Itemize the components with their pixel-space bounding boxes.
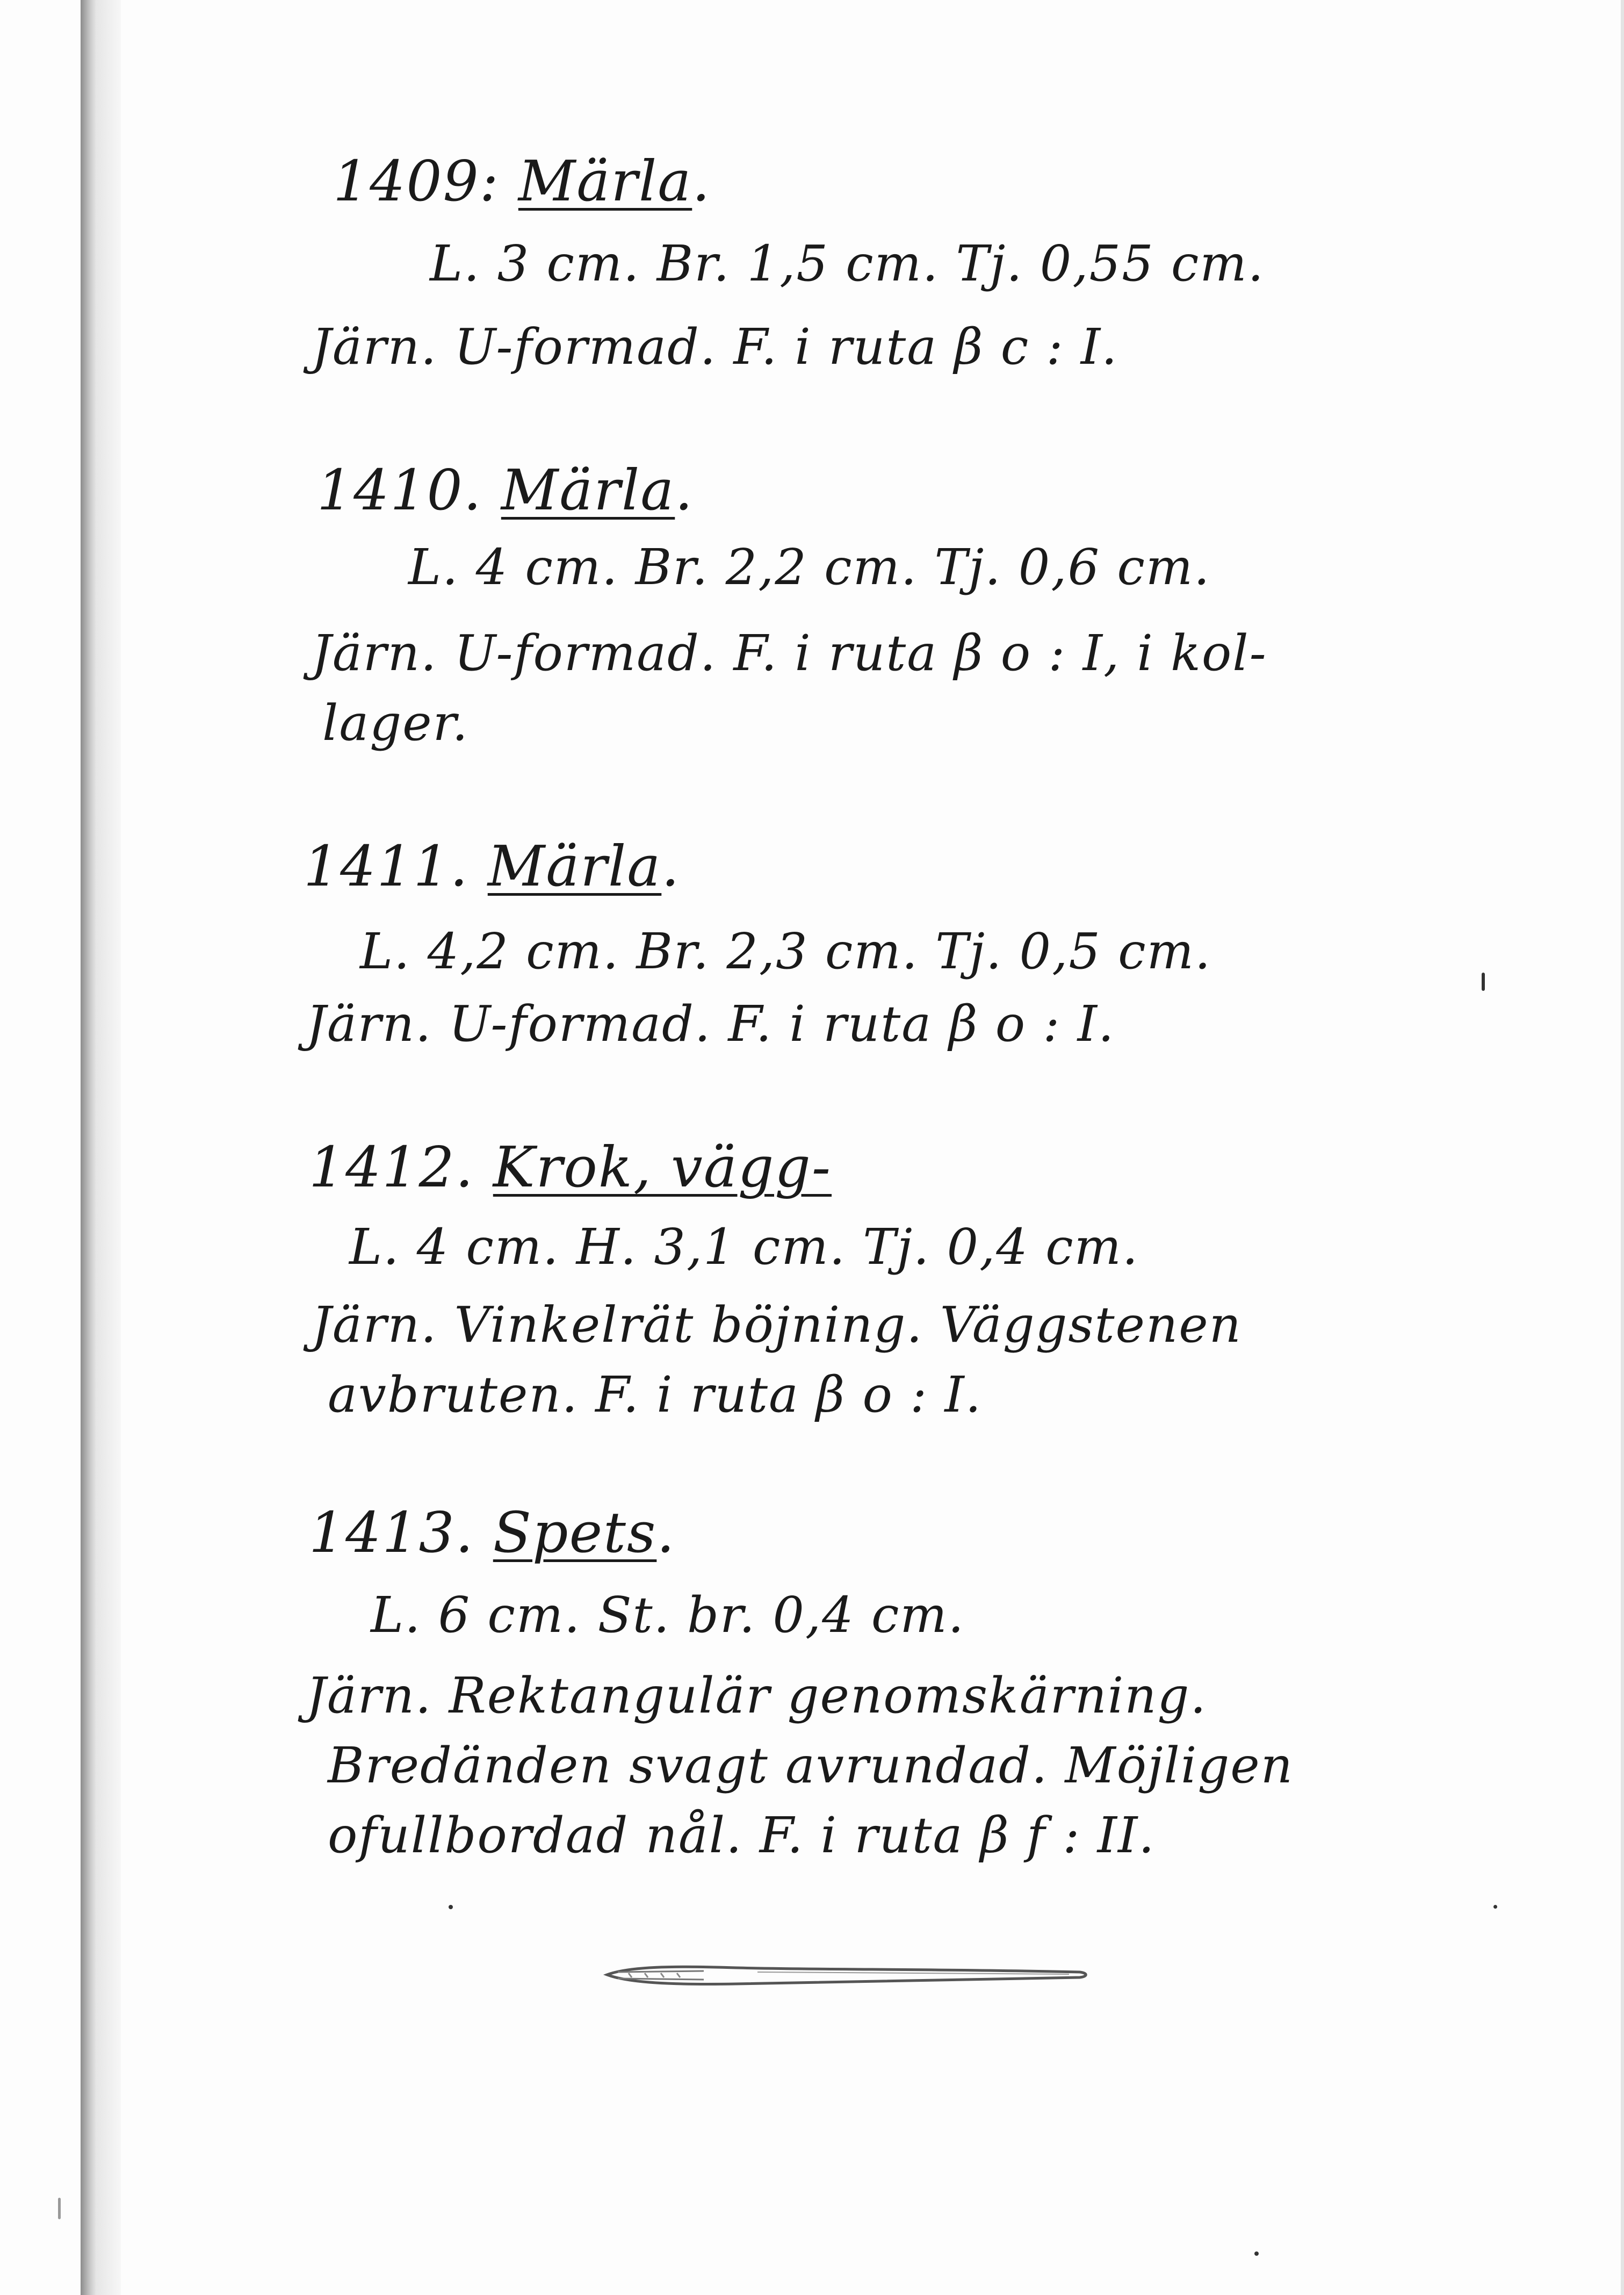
entry-title: Krok, vägg- bbox=[493, 1134, 832, 1200]
entry-number: 1411. bbox=[304, 833, 469, 899]
entry-number: 1412. bbox=[309, 1134, 474, 1200]
entry-title: Märla bbox=[487, 833, 662, 899]
entry-1409-description: Järn. U-formad. F. i ruta β c : I. bbox=[312, 318, 1118, 376]
entry-1413-description-cont: Bredänden svagt avrundad. Möjligen bbox=[328, 1737, 1294, 1794]
entry-number: 1410. bbox=[317, 457, 482, 523]
entry-1412-description-cont: avbruten. F. i ruta β o : I. bbox=[328, 1366, 982, 1423]
entry-title: Märla bbox=[501, 457, 675, 523]
entry-1410-description-cont: lager. bbox=[322, 694, 469, 752]
entry-title: Märla bbox=[518, 148, 692, 214]
page-right-edge bbox=[1621, 0, 1624, 2295]
entry-1412-description: Järn. Vinkelrät böjning. Väggstenen bbox=[312, 1296, 1242, 1354]
stray-mark bbox=[1254, 2251, 1259, 2256]
entry-1410-description: Järn. U-formad. F. i ruta β o : I, i kol- bbox=[312, 624, 1267, 682]
entry-title-end: . bbox=[661, 833, 681, 899]
entry-title: Spets bbox=[493, 1500, 657, 1565]
stray-mark bbox=[58, 2198, 61, 2219]
entry-1409-measurements: L. 3 cm. Br. 1,5 cm. Tj. 0,55 cm. bbox=[430, 235, 1265, 292]
entry-1413-description: Järn. Rektangulär genomskärning. bbox=[306, 1667, 1207, 1724]
entry-title-end: . bbox=[692, 148, 711, 214]
entry-1413-measurements: L. 6 cm. St. br. 0,4 cm. bbox=[371, 1586, 965, 1644]
entry-1410-measurements: L. 4 cm. Br. 2,2 cm. Tj. 0,6 cm. bbox=[408, 538, 1211, 596]
book-binding-edge bbox=[81, 0, 97, 2295]
entry-1413-description-cont2: ofullbordad nål. F. i ruta β f : II. bbox=[328, 1807, 1156, 1864]
entry-number: 1413. bbox=[309, 1500, 474, 1565]
entry-1411-description: Järn. U-formad. F. i ruta β o : I. bbox=[306, 995, 1115, 1053]
entry-1411-heading bbox=[304, 833, 681, 899]
entry-1410-heading bbox=[317, 457, 694, 523]
entry-number: 1409: bbox=[333, 148, 500, 214]
stray-mark bbox=[1493, 1905, 1497, 1909]
page-gutter bbox=[97, 0, 121, 2295]
awl-sketch-drawing bbox=[596, 1945, 1101, 2004]
stray-mark bbox=[1482, 973, 1485, 991]
stray-mark bbox=[449, 1905, 453, 1909]
entry-1412-measurements: L. 4 cm. H. 3,1 cm. Tj. 0,4 cm. bbox=[349, 1218, 1139, 1276]
entry-title-end: . bbox=[675, 457, 694, 523]
entry-1409-heading bbox=[333, 148, 711, 214]
entry-1412-heading bbox=[309, 1134, 832, 1200]
entry-1411-measurements: L. 4,2 cm. Br. 2,3 cm. Tj. 0,5 cm. bbox=[360, 923, 1212, 980]
entry-1413-heading bbox=[309, 1500, 676, 1565]
entry-title-end: . bbox=[656, 1500, 676, 1565]
